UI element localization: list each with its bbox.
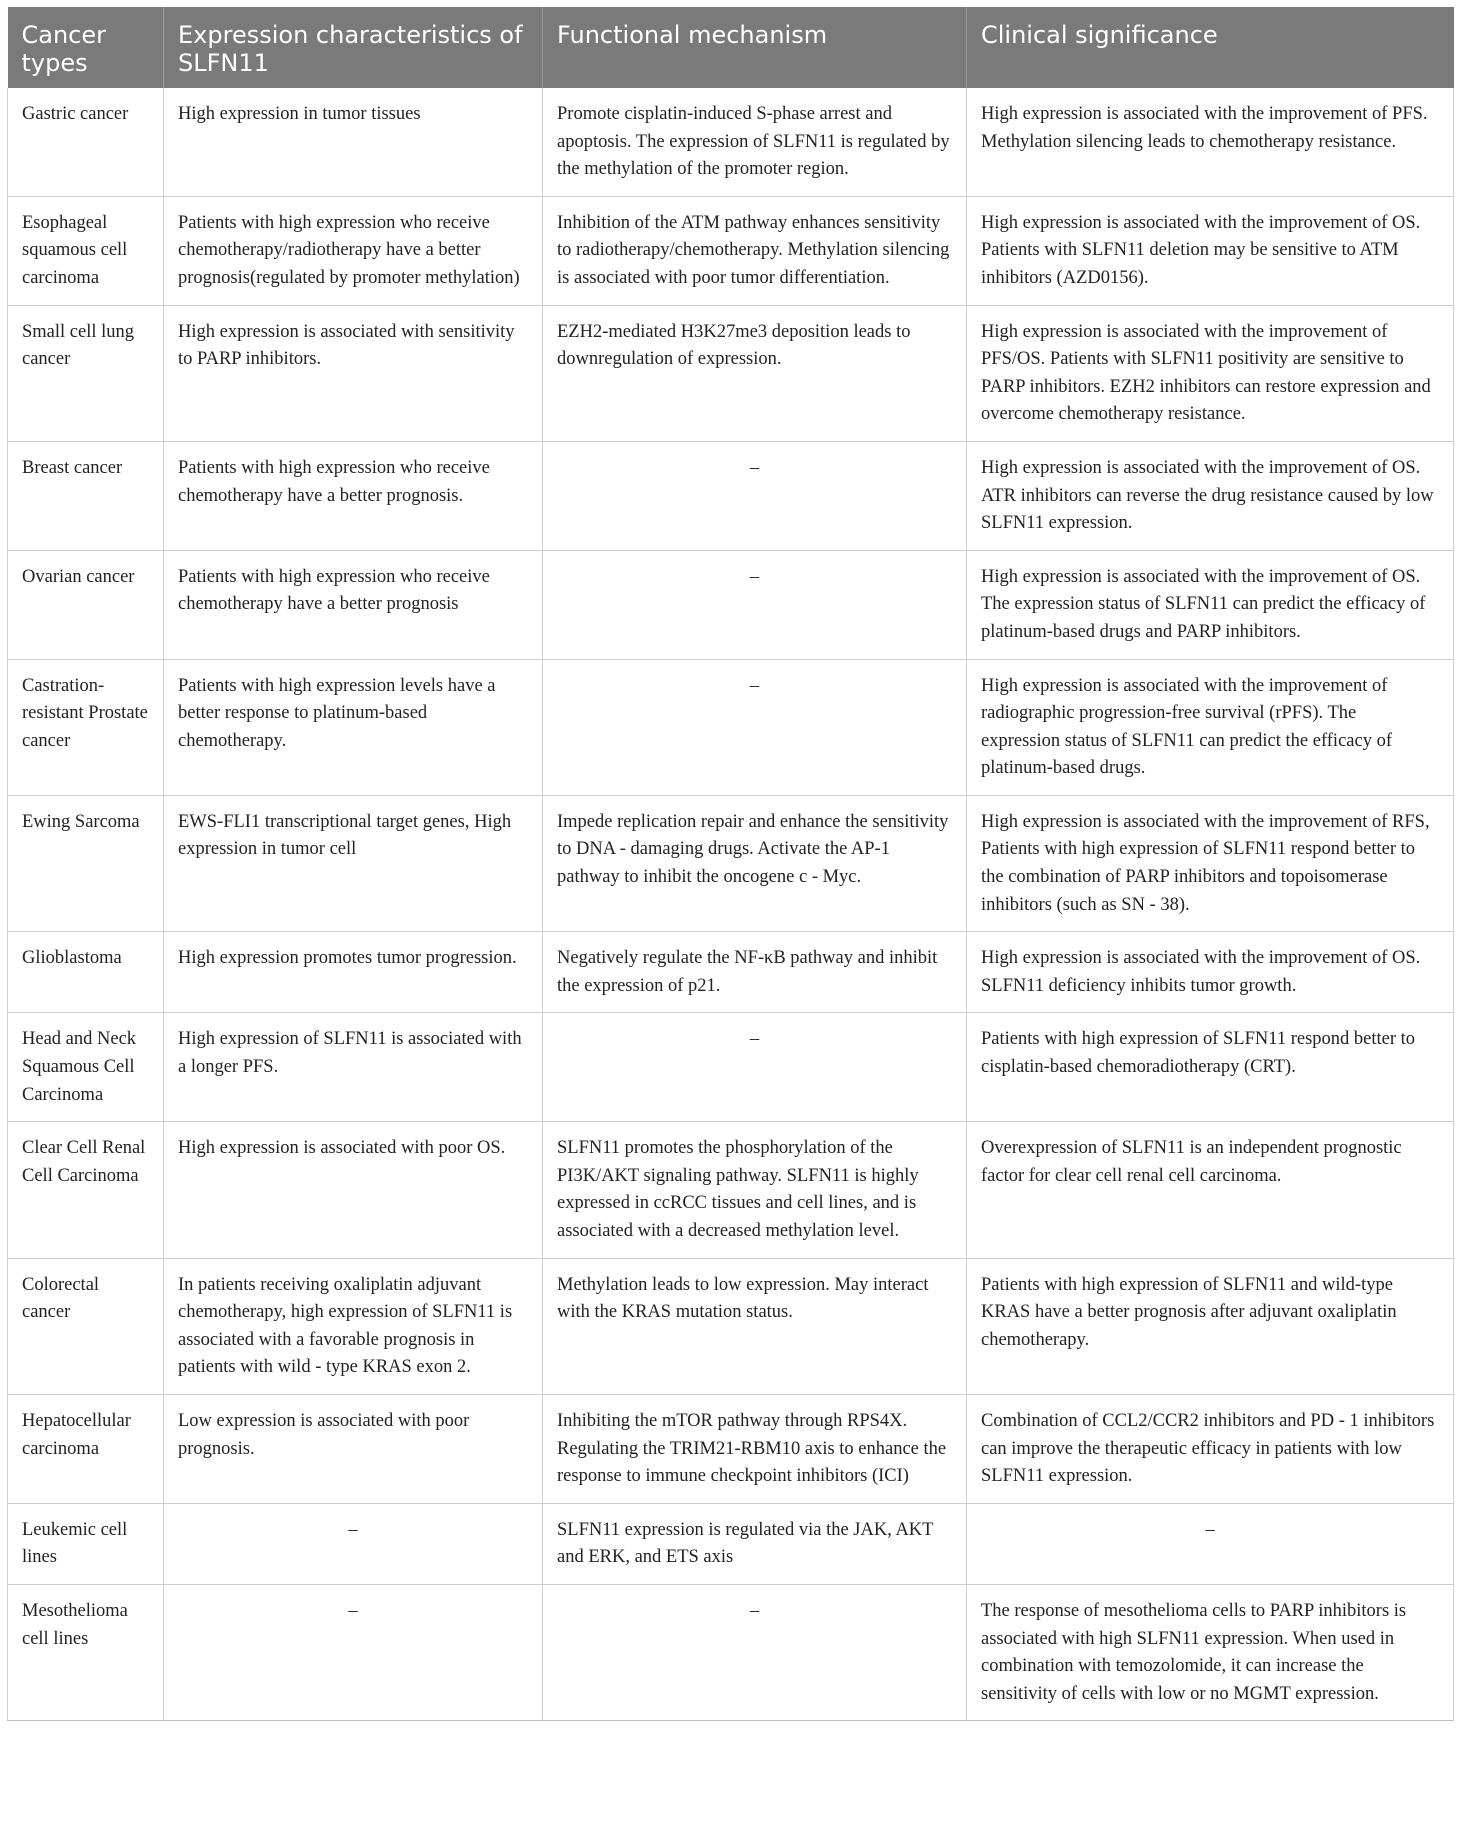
cell-cancer-type: Glioblastoma (8, 932, 164, 1013)
table-row (8, 932, 1454, 1013)
cell-expression: EWS-FLI1 transcriptional target genes, High expression in tumor cell (164, 795, 543, 931)
table-row (8, 305, 1454, 441)
table-row (8, 441, 1454, 550)
table-row (8, 1258, 1454, 1394)
table-row (8, 550, 1454, 659)
cell-cancer-type: Ovarian cancer (8, 550, 164, 659)
cell-cancer-type: Small cell lung cancer (8, 305, 164, 441)
cell-expression: High expression of SLFN11 is associated with a longer PFS. (164, 1013, 543, 1122)
table-header (8, 7, 1454, 88)
cell-clinical-significance: High expression is associated with the improvement of OS. ATR inhibitors can reverse the drug resistance caused by low SLFN11 expression. (967, 441, 1454, 550)
cell-mechanism: – (543, 441, 967, 550)
cell-mechanism: Inhibiting the mTOR pathway through RPS4X. Regulating the TRIM21-RBM10 axis to enhance the response to immune checkpoint inhibitors (ICI) (543, 1394, 967, 1503)
header-cancer-types: Cancer types (8, 7, 164, 88)
header-functional-mechanism: Functional mechanism (543, 7, 967, 88)
header-clinical-significance: Clinical significance (967, 7, 1454, 88)
table-row (8, 795, 1454, 931)
cell-expression: Patients with high expression who receive chemotherapy have a better prognosis. (164, 441, 543, 550)
cell-expression: High expression is associated with poor OS. (164, 1122, 543, 1258)
cell-expression: Patients with high expression levels have a better response to platinum-based chemotherapy. (164, 659, 543, 795)
table-row (8, 1013, 1454, 1122)
cell-expression: High expression in tumor tissues (164, 88, 543, 196)
cell-clinical-significance: High expression is associated with the improvement of radiographic progression-free survival (rPFS). The expression status of SLFN11 can predict the efficacy of platinum-based drugs. (967, 659, 1454, 795)
cell-mechanism: – (543, 659, 967, 795)
cell-clinical-significance: High expression is associated with the improvement of PFS/OS. Patients with SLFN11 positivity are sensitive to PARP inhibitors. EZH2 inhibitors can restore expression and overcome chemotherapy resistance. (967, 305, 1454, 441)
cell-mechanism: – (543, 1584, 967, 1720)
header-expression-characteristics: Expression characteristics of SLFN11 (164, 7, 543, 88)
cell-expression: Patients with high expression who receive chemotherapy/radiotherapy have a better prognosis(regulated by promoter methylation) (164, 196, 543, 305)
cell-clinical-significance: High expression is associated with the improvement of OS. The expression status of SLFN11 can predict the efficacy of platinum-based drugs and PARP inhibitors. (967, 550, 1454, 659)
cell-mechanism: EZH2-mediated H3K27me3 deposition leads to downregulation of expression. (543, 305, 967, 441)
cell-clinical-significance: High expression is associated with the improvement of RFS, Patients with high expression of SLFN11 respond better to the combination of PARP inhibitors and topoisomerase inhibitors (such as SN - 38). (967, 795, 1454, 931)
cell-cancer-type: Hepatocellular carcinoma (8, 1394, 164, 1503)
cell-mechanism: Methylation leads to low expression. May interact with the KRAS mutation status. (543, 1258, 967, 1394)
table-row (8, 659, 1454, 795)
cell-cancer-type: Esophageal squamous cell carcinoma (8, 196, 164, 305)
cell-cancer-type: Ewing Sarcoma (8, 795, 164, 931)
table-row (8, 196, 1454, 305)
cell-clinical-significance: Overexpression of SLFN11 is an independent prognostic factor for clear cell renal cell carcinoma. (967, 1122, 1454, 1258)
cell-mechanism: Impede replication repair and enhance the sensitivity to DNA - damaging drugs. Activate the AP-1 pathway to inhibit the oncogene c - Myc. (543, 795, 967, 931)
cell-cancer-type: Breast cancer (8, 441, 164, 550)
cell-clinical-significance: High expression is associated with the improvement of OS. Patients with SLFN11 deletion may be sensitive to ATM inhibitors (AZD0156). (967, 196, 1454, 305)
cell-expression: High expression promotes tumor progression. (164, 932, 543, 1013)
table-row (8, 1122, 1454, 1258)
cell-cancer-type: Gastric cancer (8, 88, 164, 196)
cell-expression: Low expression is associated with poor prognosis. (164, 1394, 543, 1503)
table-row (8, 1584, 1454, 1720)
cell-expression: – (164, 1584, 543, 1720)
cell-mechanism: – (543, 550, 967, 659)
cell-mechanism: – (543, 1013, 967, 1122)
table-row (8, 1503, 1454, 1584)
cell-mechanism: Negatively regulate the NF-κB pathway and inhibit the expression of p21. (543, 932, 967, 1013)
cell-cancer-type: Clear Cell Renal Cell Carcinoma (8, 1122, 164, 1258)
cell-expression: In patients receiving oxaliplatin adjuvant chemotherapy, high expression of SLFN11 is associated with a favorable prognosis in patients with wild - type KRAS exon 2. (164, 1258, 543, 1394)
cell-mechanism: Inhibition of the ATM pathway enhances sensitivity to radiotherapy/chemotherapy. Methylation silencing is associated with poor tumor differentiation. (543, 196, 967, 305)
cell-cancer-type: Castration-resistant Prostate cancer (8, 659, 164, 795)
slfn11-cancer-table-container (7, 7, 1453, 1721)
cell-clinical-significance: High expression is associated with the improvement of PFS. Methylation silencing leads to chemotherapy resistance. (967, 88, 1454, 196)
cell-clinical-significance: Combination of CCL2/CCR2 inhibitors and PD - 1 inhibitors can improve the therapeutic efficacy in patients with low SLFN11 expression. (967, 1394, 1454, 1503)
cell-clinical-significance: Patients with high expression of SLFN11 and wild-type KRAS have a better prognosis after adjuvant oxaliplatin chemotherapy. (967, 1258, 1454, 1394)
cell-cancer-type: Colorectal cancer (8, 1258, 164, 1394)
cell-clinical-significance: Patients with high expression of SLFN11 respond better to cisplatin-based chemoradiotherapy (CRT). (967, 1013, 1454, 1122)
cell-clinical-significance: – (967, 1503, 1454, 1584)
table-body (8, 88, 1454, 1721)
cell-expression: High expression is associated with sensitivity to PARP inhibitors. (164, 305, 543, 441)
cell-cancer-type: Mesothelioma cell lines (8, 1584, 164, 1720)
cell-clinical-significance: High expression is associated with the improvement of OS. SLFN11 deficiency inhibits tumor growth. (967, 932, 1454, 1013)
cell-expression: – (164, 1503, 543, 1584)
cell-cancer-type: Leukemic cell lines (8, 1503, 164, 1584)
cell-cancer-type: Head and Neck Squamous Cell Carcinoma (8, 1013, 164, 1122)
cell-mechanism: SLFN11 promotes the phosphorylation of the PI3K/AKT signaling pathway. SLFN11 is highly expressed in ccRCC tissues and cell lines, and is associated with a decreased methylation level. (543, 1122, 967, 1258)
cell-expression: Patients with high expression who receive chemotherapy have a better prognosis (164, 550, 543, 659)
cell-clinical-significance: The response of mesothelioma cells to PARP inhibitors is associated with high SLFN11 expression. When used in combination with temozolomide, it can increase the sensitivity of cells with low or no MGMT expression. (967, 1584, 1454, 1720)
slfn11-cancer-table (7, 7, 1454, 1721)
table-row (8, 88, 1454, 196)
header-row (8, 7, 1454, 88)
cell-mechanism: Promote cisplatin-induced S-phase arrest and apoptosis. The expression of SLFN11 is regulated by the methylation of the promoter region. (543, 88, 967, 196)
table-row (8, 1394, 1454, 1503)
cell-mechanism: SLFN11 expression is regulated via the JAK, AKT and ERK, and ETS axis (543, 1503, 967, 1584)
